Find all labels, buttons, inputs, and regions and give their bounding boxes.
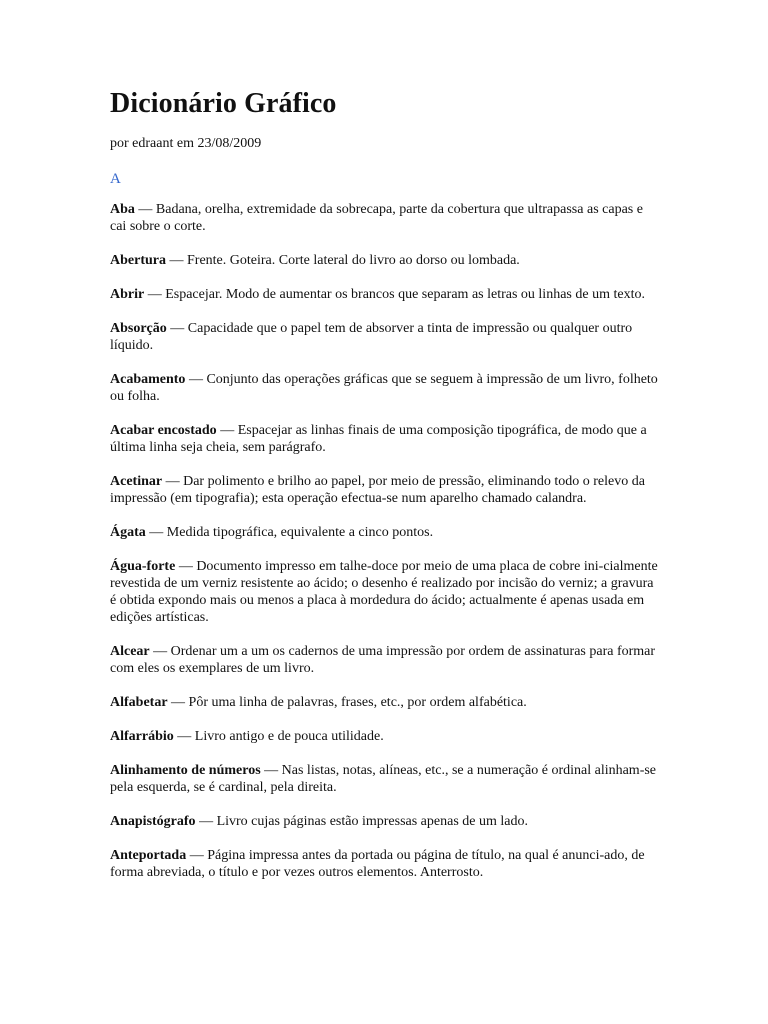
entry-term: Alfarrábio [110,729,174,744]
entry-definition: — Ordenar um a um os cadernos de uma impressão por ordem de assinaturas para formar com eles os exemplares de um livro. [110,644,656,676]
entry-definition: — Pôr uma linha de palavras, frases, etc., por ordem alfabética. [167,695,527,710]
glossary-entry [110,847,658,881]
glossary-entry [110,762,658,796]
glossary-entry [110,371,658,405]
entry-term: Anapistógrafo [110,814,196,829]
glossary-entry [110,813,658,830]
entry-term: Abertura [110,253,166,268]
glossary-entry [110,252,658,269]
entry-term: Acabamento [110,372,186,387]
document-page [110,86,658,898]
glossary-entry [110,320,658,354]
entry-definition: — Espacejar as linhas finais de uma composição tipográfica, de modo que a última linha seja cheia, sem parágrafo. [110,423,647,455]
glossary-entry [110,524,658,541]
entry-term: Ágata [110,525,146,540]
entry-definition: — Página impressa antes da portada ou página de título, na qual é anunci-ado, de forma abreviada, o título e por vezes outros elementos. Anterrosto. [110,848,645,880]
glossary-entry [110,558,658,626]
entry-definition: — Livro antigo e de pouca utilidade. [173,729,384,744]
entry-definition: — Nas listas, notas, alíneas, etc., se a numeração é ordinal alinham-se pela esquerda, se é cardinal, pela direita. [110,763,657,795]
entry-term: Alinhamento de números [110,763,261,778]
entry-definition: — Livro cujas páginas estão impressas apenas de um lado. [195,814,528,829]
glossary-entry [110,694,658,711]
entry-term: Aba [110,202,135,217]
entry-term: Absorção [110,321,167,336]
entry-term: Anteportada [110,848,187,863]
entry-definition: — Medida tipográfica, equivalente a cinco pontos. [145,525,434,540]
entry-definition: — Documento impresso em talhe-doce por meio de uma placa de cobre ini-cialmente revestida de um verniz resistente ao ácido; o desenho é realizado por incisão do verniz; a gravura é obtida expondo mais ou menos a placa à mordedura do ácido; actualmente é apenas usada em edições artísticas. [110,559,658,625]
entry-definition: — Frente. Goteira. Corte lateral do livro ao dorso ou lombada. [166,253,520,268]
document-title: Dicionário Gráfico [110,88,337,119]
glossary-entry [110,286,658,303]
entry-term: Abrir [110,287,145,302]
entry-definition: — Capacidade que o papel tem de absorver a tinta de impressão ou qualquer outro líquido. [110,321,633,353]
document-byline: por edraant em 23/08/2009 [110,136,262,151]
entry-term: Acetinar [110,474,163,489]
entry-definition: — Dar polimento e brilho ao papel, por meio de pressão, eliminando todo o relevo da impressão (em tipografia); esta operação efectua-se num aparelho chamado calandra. [110,474,645,506]
entry-term: Alfabetar [110,695,168,710]
entry-term: Alcear [110,644,150,659]
glossary-entry [110,473,658,507]
glossary-entry [110,643,658,677]
section-letter-heading: A [110,171,121,187]
entry-term: Água-forte [110,559,176,574]
glossary-entry [110,728,658,745]
glossary-entries [110,201,658,881]
entry-definition: — Conjunto das operações gráficas que se seguem à impressão de um livro, folheto ou folha. [110,372,658,404]
entry-definition: — Badana, orelha, extremidade da sobrecapa, parte da cobertura que ultrapassa as capas e cai sobre o corte. [110,202,643,234]
glossary-entry [110,422,658,456]
entry-definition: — Espacejar. Modo de aumentar os brancos que separam as letras ou linhas de um texto. [144,287,645,302]
glossary-entry [110,201,658,235]
entry-term: Acabar encostado [110,423,217,438]
